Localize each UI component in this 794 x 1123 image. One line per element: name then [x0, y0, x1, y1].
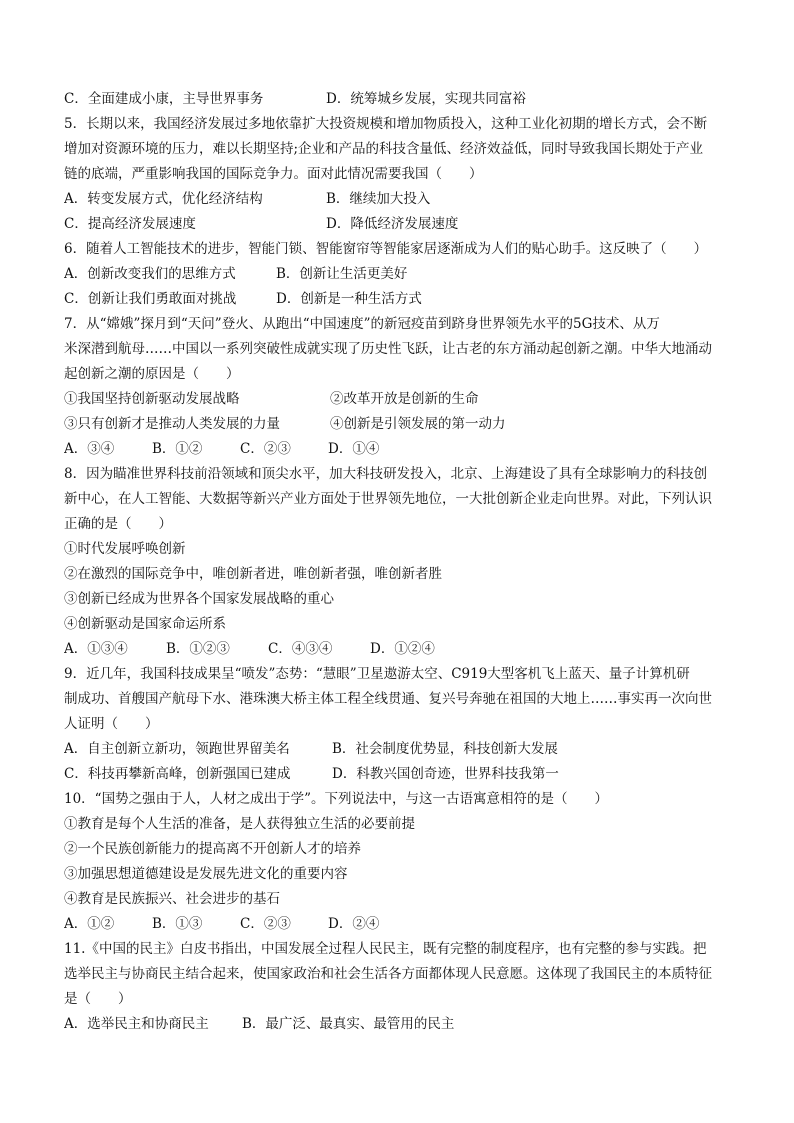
q4-option-d[interactable]: D．统筹城乡发展，实现共同富裕	[326, 91, 526, 107]
q6-option-b[interactable]: B．创新让生活更美好	[276, 266, 408, 282]
q5-options-ab	[64, 187, 732, 212]
q7-statement-2: ②改革开放是创新的生命	[330, 391, 479, 407]
q5-option-b[interactable]: B．继续加大投入	[326, 191, 431, 207]
q9-option-d[interactable]: D．科教兴国创奇迹，世界科技我第一	[332, 766, 559, 782]
q10-option-c[interactable]: C．②③	[240, 916, 291, 932]
q6-options-ab	[64, 262, 732, 287]
q8-option-b[interactable]: B．①②③	[166, 641, 230, 657]
q7-stem-line: 米深潜到航母……中国以一系列突破性成就实现了历史性飞跃，让古老的东方涌动起创新之潮。中华大地涌动	[64, 341, 712, 357]
q6-options-cd	[64, 287, 732, 312]
q7-stem-line: 7．从“嫦娥”探月到“天问”登火、从跑出“中国速度”的新冠疫苗到跻身世界领先水平的5G技术、从万	[64, 316, 660, 332]
q8-stem-line: 新中心，在人工智能、大数据等新兴产业方面处于世界领先地位，一大批创新企业走向世界。对此，下列认识	[64, 491, 712, 507]
q10-statement-3: ③加强思想道德建设是发展先进文化的重要内容	[64, 866, 348, 882]
q5-option-c[interactable]: C．提高经济发展速度	[64, 216, 196, 232]
q8-statement-4: ④创新驱动是国家命运所系	[64, 616, 226, 632]
q10-statement-2: ②一个民族创新能力的提高离不开创新人才的培养	[64, 841, 361, 857]
q5-stem-line: 链的底端，严重影响我国的国际竞争力。面对此情况需要我国（ ）	[64, 166, 483, 182]
q8-stem-line: 8．因为瞄准世界科技前沿领域和顶尖水平，加大科技研发投入，北京、上海建设了具有全球影响力的科技创	[64, 466, 708, 482]
q9-option-a[interactable]: A．自主创新立新功，领跑世界留美名	[64, 741, 290, 757]
q11-option-b[interactable]: B．最广泛、最真实、最管用的民主	[242, 1016, 455, 1032]
q11-stem-line: 是（ ）	[64, 991, 132, 1007]
q11-option-a[interactable]: A．选举民主和协商民主	[64, 1016, 209, 1032]
q7-statement-4: ④创新是引领发展的第一动力	[330, 416, 506, 432]
q7-option-c[interactable]: C．②③	[240, 441, 291, 457]
q6-option-a[interactable]: A．创新改变我们的思维方式	[64, 266, 236, 282]
q9-option-b[interactable]: B．社会制度优势显，科技创新大发展	[332, 741, 558, 757]
q7-options	[64, 437, 732, 462]
q7-stem-line: 起创新之潮的原因是（ ）	[64, 366, 240, 382]
q9-stem-line: 人证明（ ）	[64, 716, 159, 732]
q6-option-d[interactable]: D．创新是一种生活方式	[276, 291, 422, 307]
q9-stem-line: 制成功、首艘国产航母下水、港珠澳大桥主体工程全线贯通、复兴号奔驰在祖国的大地上……事实再一次向世	[64, 691, 712, 707]
q8-statement-1: ①时代发展呼唤创新	[64, 541, 186, 557]
q10-statement-1: ①教育是每个人生活的准备，是人获得独立生活的必要前提	[64, 816, 415, 832]
q4-options-cd	[64, 87, 732, 112]
q6-option-c[interactable]: C．创新让我们勇敢面对挑战	[64, 291, 237, 307]
q5-stem-line: 增加对资源环境的压力，难以长期坚持;企业和产品的科技含量低、经济效益低，同时导致我国长期处于产业	[64, 141, 704, 157]
q7-option-d[interactable]: D．①④	[328, 441, 380, 457]
q11-options-ab	[64, 1012, 732, 1037]
q8-stem-line: 正确的是（ ）	[64, 516, 172, 532]
q8-option-c[interactable]: C．④③④	[268, 641, 333, 657]
exam-page	[64, 87, 732, 1037]
q7-option-a[interactable]: A．③④	[64, 441, 115, 457]
q7-option-b[interactable]: B．①②	[152, 441, 203, 457]
q5-option-a[interactable]: A．转变发展方式，优化经济结构	[64, 191, 263, 207]
q10-option-b[interactable]: B．①③	[152, 916, 203, 932]
q11-stem-line: 11.《中国的民主》白皮书指出，中国发展全过程人民民主，既有完整的制度程序，也有完整的参与实践。把	[64, 941, 707, 957]
q5-options-cd	[64, 212, 732, 237]
q7-statements-12	[64, 387, 732, 412]
q10-option-d[interactable]: D．②④	[328, 916, 380, 932]
q7-statement-3: ③只有创新才是推动人类发展的力量	[64, 416, 280, 432]
q8-options	[64, 637, 732, 662]
q10-statement-4: ④教育是民族振兴、社会进步的基石	[64, 891, 280, 907]
q9-option-c[interactable]: C．科技再攀新高峰，创新强国已建成	[64, 766, 291, 782]
q7-statement-1: ①我国坚持创新驱动发展战略	[64, 391, 240, 407]
q4-option-c[interactable]: C．全面建成小康，主导世界事务	[64, 91, 264, 107]
q9-stem-line: 9．近几年，我国科技成果呈“喷发”态势：“慧眼”卫星遨游太空、C919大型客机飞上蓝天、量子计算机研	[64, 666, 690, 682]
q7-statements-34	[64, 412, 732, 437]
q10-options	[64, 912, 732, 937]
q11-stem-line: 选举民主与协商民主结合起来，使国家政治和社会生活各方面都体现人民意愿。这体现了我国民主的本质特征	[64, 966, 712, 982]
q10-option-a[interactable]: A．①②	[64, 916, 115, 932]
q5-stem-line: 5．长期以来，我国经济发展过多地依靠扩大投资规模和增加物质投入，这种工业化初期的增长方式，会不断	[64, 116, 708, 132]
q9-options-ab	[64, 737, 732, 762]
q8-statement-2: ②在激烈的国际竞争中，唯创新者进，唯创新者强，唯创新者胜	[64, 566, 442, 582]
q6-stem-line: 6．随着人工智能技术的进步，智能门锁、智能窗帘等智能家居逐渐成为人们的贴心助手。这反映了（ ）	[64, 241, 708, 257]
q9-options-cd	[64, 762, 732, 787]
q10-stem-line: 10．“国势之强由于人，人材之成出于学”。下列说法中，与这一古语寓意相符的是（ ）	[64, 791, 608, 807]
q8-option-a[interactable]: A．①③④	[64, 641, 128, 657]
q5-option-d[interactable]: D．降低经济发展速度	[326, 216, 459, 232]
q8-statement-3: ③创新已经成为世界各个国家发展战略的重心	[64, 591, 334, 607]
q8-option-d[interactable]: D．①②④	[370, 641, 435, 657]
